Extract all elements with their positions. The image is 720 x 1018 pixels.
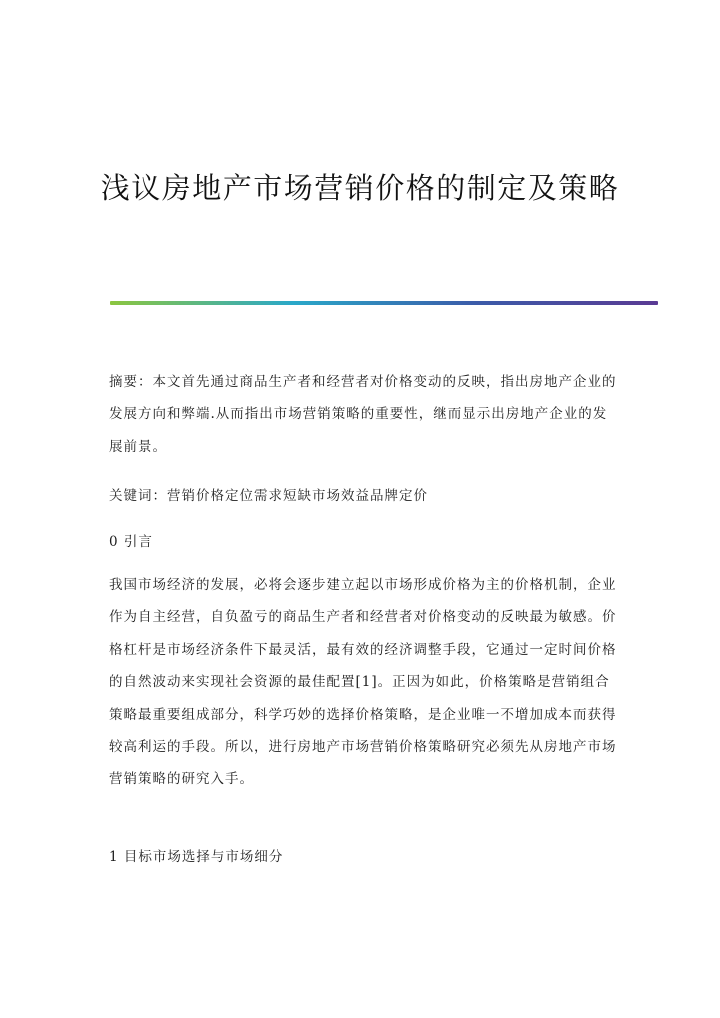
document-title: 浅议房地产市场营销价格的制定及策略 <box>100 171 620 205</box>
keywords-label: 关键词： <box>109 488 167 504</box>
section-body-intro: 我国市场经济的发展，必将会逐步建立起以市场形成价格为主的价格机制，企业作为自主经营，自负盈亏的商品生产者和经营者对价格变动的反映最为敏感。价格杠杆是市场经济条件下最灵活，最有效的经济调整手段，它通过一定时间价格的自然波动来实现社会资源的最佳配置[1]。正因为如此，价格策略是营销组合策略最重要组成部分，科学巧妙的选择价格策略，是企业唯一不增加成本而获得较高利运的手段。所以，进行房地产市场营销价格策略研究必须先从房地产市场营销策略的研究入手。 <box>109 577 617 788</box>
keywords-line <box>109 486 617 506</box>
section-heading-target-market: 1 目标市场选择与市场细分 <box>109 849 284 865</box>
section-heading-intro: 0 引言 <box>109 534 153 550</box>
abstract-paragraph <box>109 366 617 463</box>
title-divider <box>110 301 658 305</box>
abstract-label: 摘要： <box>109 374 153 390</box>
keywords-text: 营销价格定位需求短缺市场效益品牌定价 <box>167 488 428 504</box>
abstract-text: 本文首先通过商品生产者和经营者对价格变动的反映，指出房地产企业的发展方向和弊端.从而指出市场营销策略的重要性，继而显示出房地产企业的发展前景。 <box>109 374 617 455</box>
